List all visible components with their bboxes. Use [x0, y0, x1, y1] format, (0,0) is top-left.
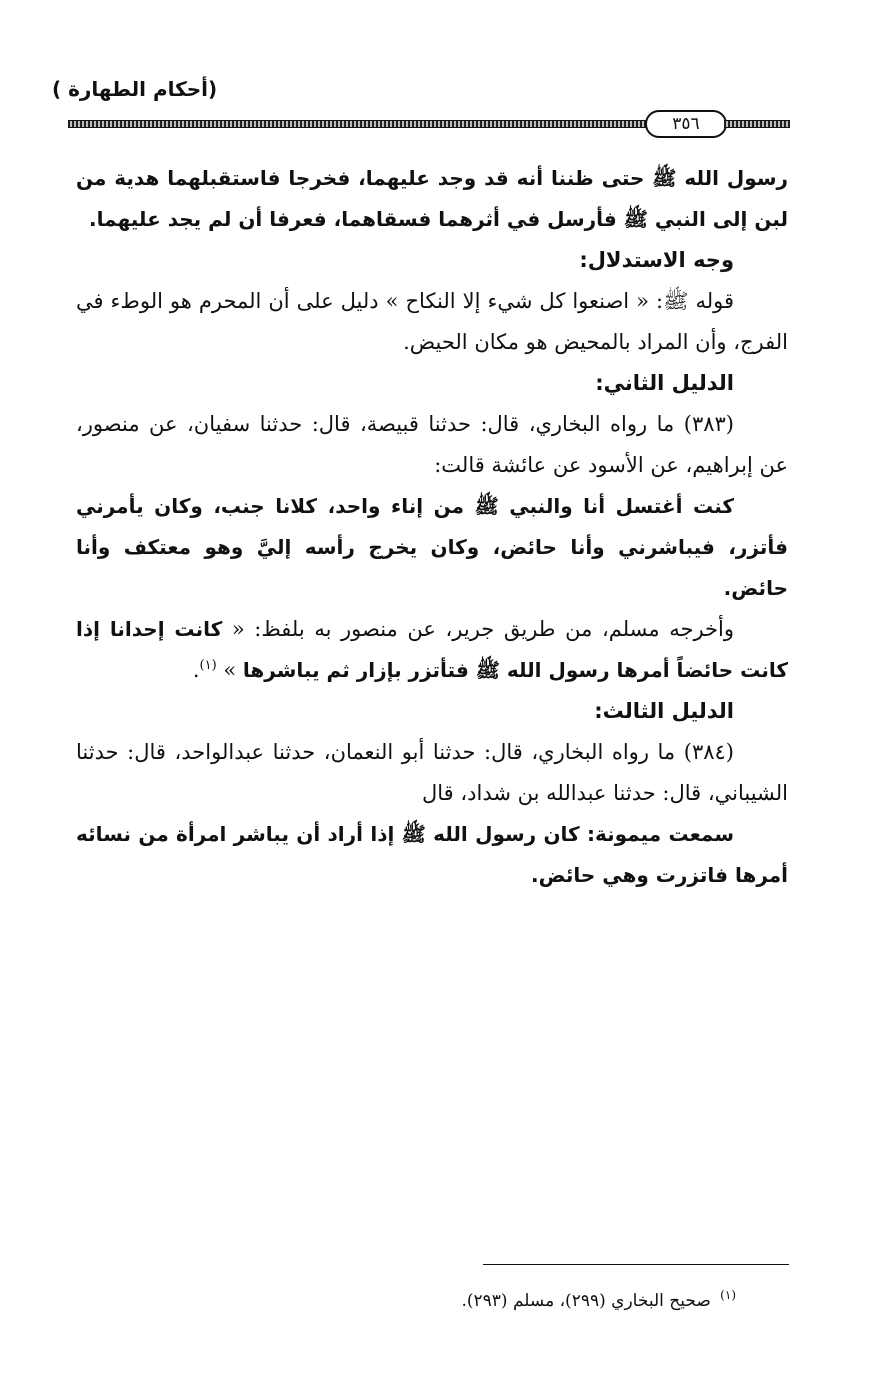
- header-rule: [68, 110, 790, 134]
- running-title: (أحكام الطهارة ): [52, 77, 218, 101]
- body-text: [76, 158, 788, 896]
- footnote-1-text: صحيح البخاري (٢٩٩)، مسلم (٢٩٣).: [461, 1291, 711, 1311]
- section-heading-second-evidence: الدليل الثاني:: [595, 371, 734, 395]
- hadith-384-chain-paragraph: (٣٨٤) ما رواه البخاري، قال: حدثنا أبو النعمان، حدثنا عبدالواحد، قال: حدثنا الشيباني، قال: حدثنا عبدالله بن شداد، قال: [76, 740, 788, 805]
- muslim-narration-end: .: [192, 658, 200, 682]
- header-rule-left: [68, 120, 646, 128]
- muslim-narration-quote-close: »: [223, 658, 237, 682]
- footnote-separator: [483, 1264, 789, 1265]
- hadith-384-text-paragraph: سمعت ميمونة: كان رسول الله ﷺ إذا أراد أن يباشر امرأة من نسائه أمرها فاتزرت وهي حائض.: [76, 822, 788, 887]
- muslim-narration-paragraph: [76, 609, 788, 691]
- page-number: ٣٥٦: [645, 110, 727, 138]
- hadith-continuation-paragraph: رسول الله ﷺ حتى ظننا أنه قد وجد عليهما، فخرجا فاستقبلهما هدية من لبن إلى النبي ﷺ فأرسل في أثرهما فسقاهما، فعرفا أن لم يجد عليهما.: [76, 166, 788, 231]
- section-heading-third-evidence: الدليل الثالث:: [594, 699, 734, 723]
- evidence-aspect-paragraph: قوله ﷺ: « اصنعوا كل شيء إلا النكاح » دليل على أن المحرم هو الوطء في الفرج، وأن المراد بالمحيض هو مكان الحيض.: [76, 289, 788, 354]
- footnote-1-marker: (١): [720, 1288, 736, 1303]
- footnote-reference-1[interactable]: (١): [199, 658, 217, 673]
- header-rule-right: [724, 120, 790, 128]
- muslim-narration-intro: وأخرجه مسلم، من طريق جرير، عن منصور به بلفظ: «: [231, 617, 735, 641]
- muslim-narration-quote: كانت إحدانا إذا كانت حائضاً أمرها رسول الله ﷺ فتأتزر بإزار ثم يباشرها: [76, 617, 788, 682]
- section-heading-evidence-aspect: وجه الاستدلال:: [579, 248, 734, 272]
- hadith-383-chain-paragraph: (٣٨٣) ما رواه البخاري، قال: حدثنا قبيصة، قال: حدثنا سفيان، عن منصور، عن إبراهيم، عن الأسود عن عائشة قالت:: [76, 412, 788, 477]
- footnote-1: [300, 1286, 736, 1316]
- hadith-383-text-paragraph: كنت أغتسل أنا والنبي ﷺ من إناء واحد، كلانا جنب، وكان يأمرني فأتزر، فيباشرني وأنا حائض، وكان يخرج رأسه إليَّ وهو معتكف وأنا حائض.: [76, 494, 788, 600]
